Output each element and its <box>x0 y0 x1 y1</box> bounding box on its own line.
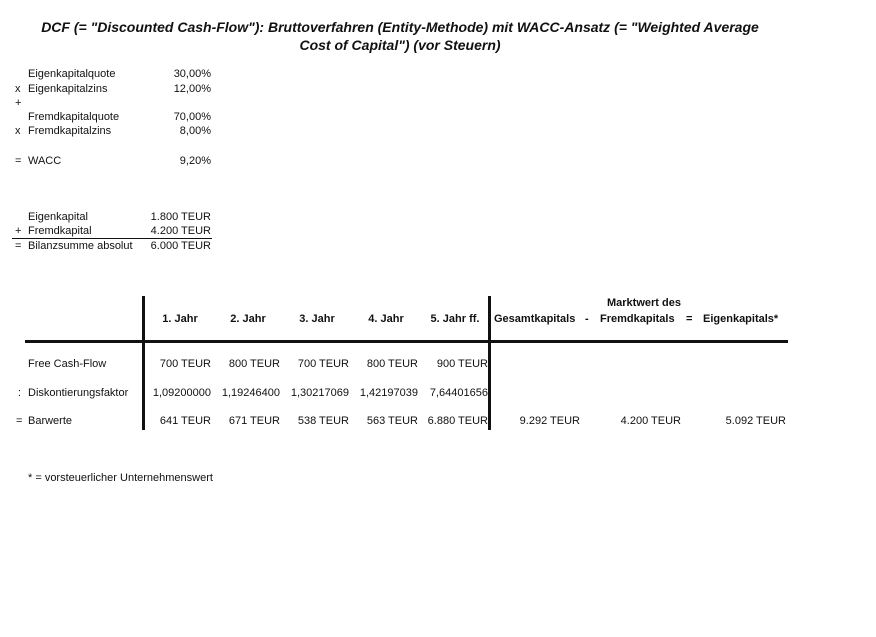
capital-op: = <box>15 240 22 252</box>
table-cell: 641 TEUR <box>159 415 211 427</box>
page-title <box>0 18 800 54</box>
col-header-fremdkapitals: Fremdkapitals <box>600 313 675 325</box>
capital-label: Fremdkapital <box>28 225 92 237</box>
row-label: Barwerte <box>28 415 73 427</box>
total-eigenkapital: 5.092 TEUR <box>725 415 786 427</box>
capital-value: 6.000 TEUR <box>150 240 211 252</box>
total-fremdkapital: 4.200 TEUR <box>620 415 681 427</box>
wacc-label: Fremdkapitalzins <box>28 125 112 137</box>
wacc-op: + <box>15 97 22 109</box>
table-cell: 6.880 TEUR <box>427 415 488 427</box>
col-header: 3. Jahr <box>299 313 335 325</box>
table-cell: 900 TEUR <box>436 358 488 370</box>
table-cell: 800 TEUR <box>366 358 418 370</box>
table-cell: 700 TEUR <box>159 358 211 370</box>
wacc-value: 9,20% <box>179 155 211 167</box>
capital-value: 4.200 TEUR <box>150 225 211 237</box>
row-label: Free Cash-Flow <box>28 358 107 370</box>
table-cell: 700 TEUR <box>297 358 349 370</box>
table-cell: 1,30217069 <box>290 387 349 399</box>
sum-rule <box>12 238 212 239</box>
wacc-op: = <box>15 155 22 167</box>
capital-op: + <box>15 225 22 237</box>
table-cell: 1,09200000 <box>152 387 211 399</box>
title-line-2: Cost of Capital") (vor Steuern) <box>299 37 501 53</box>
table-cell: 1,19246400 <box>221 387 280 399</box>
row-op: : <box>18 387 22 399</box>
footnote: * = vorsteuerlicher Unternehmenswert <box>28 472 213 484</box>
table-cell: 563 TEUR <box>366 415 418 427</box>
table-cell: 7,64401656 <box>429 387 488 399</box>
capital-label: Bilanzsumme absolut <box>28 240 133 252</box>
table-header-rule <box>25 340 788 343</box>
wacc-label: Eigenkapitalzins <box>28 83 108 95</box>
wacc-value: 12,00% <box>173 83 211 95</box>
table-cell: 800 TEUR <box>228 358 280 370</box>
title-line-1: DCF (= "Discounted Cash-Flow"): Bruttoverfahren (Entity-Methode) mit WACC-Ansatz (= "Weighted Average <box>41 19 759 35</box>
row-op: = <box>16 415 23 427</box>
capital-label: Eigenkapital <box>28 211 88 223</box>
col-header: 2. Jahr <box>230 313 266 325</box>
wacc-label: WACC <box>28 155 62 167</box>
col-header-gesamtkapitals: Gesamtkapitals <box>494 313 576 325</box>
marktwert-des-label: Marktwert des <box>607 297 681 309</box>
table-cell: 1,42197039 <box>359 387 418 399</box>
wacc-value: 30,00% <box>173 68 211 80</box>
wacc-label: Fremdkapitalquote <box>28 111 120 123</box>
wacc-op: x <box>15 125 21 137</box>
minus-sign: - <box>585 313 589 325</box>
col-header: 4. Jahr <box>368 313 404 325</box>
table-vertical-rule-left <box>142 296 145 430</box>
capital-value: 1.800 TEUR <box>150 211 211 223</box>
table-cell: 538 TEUR <box>297 415 349 427</box>
row-label: Diskontierungsfaktor <box>28 387 129 399</box>
col-header: 5. Jahr ff. <box>430 313 480 325</box>
wacc-label: Eigenkapitalquote <box>28 68 116 80</box>
equals-sign: = <box>686 313 693 325</box>
wacc-value: 8,00% <box>179 125 211 137</box>
table-cell: 671 TEUR <box>228 415 280 427</box>
col-header: 1. Jahr <box>162 313 198 325</box>
wacc-value: 70,00% <box>173 111 211 123</box>
total-gesamtkapital: 9.292 TEUR <box>519 415 580 427</box>
col-header-eigenkapitals: Eigenkapitals* <box>703 313 779 325</box>
wacc-op: x <box>15 83 21 95</box>
